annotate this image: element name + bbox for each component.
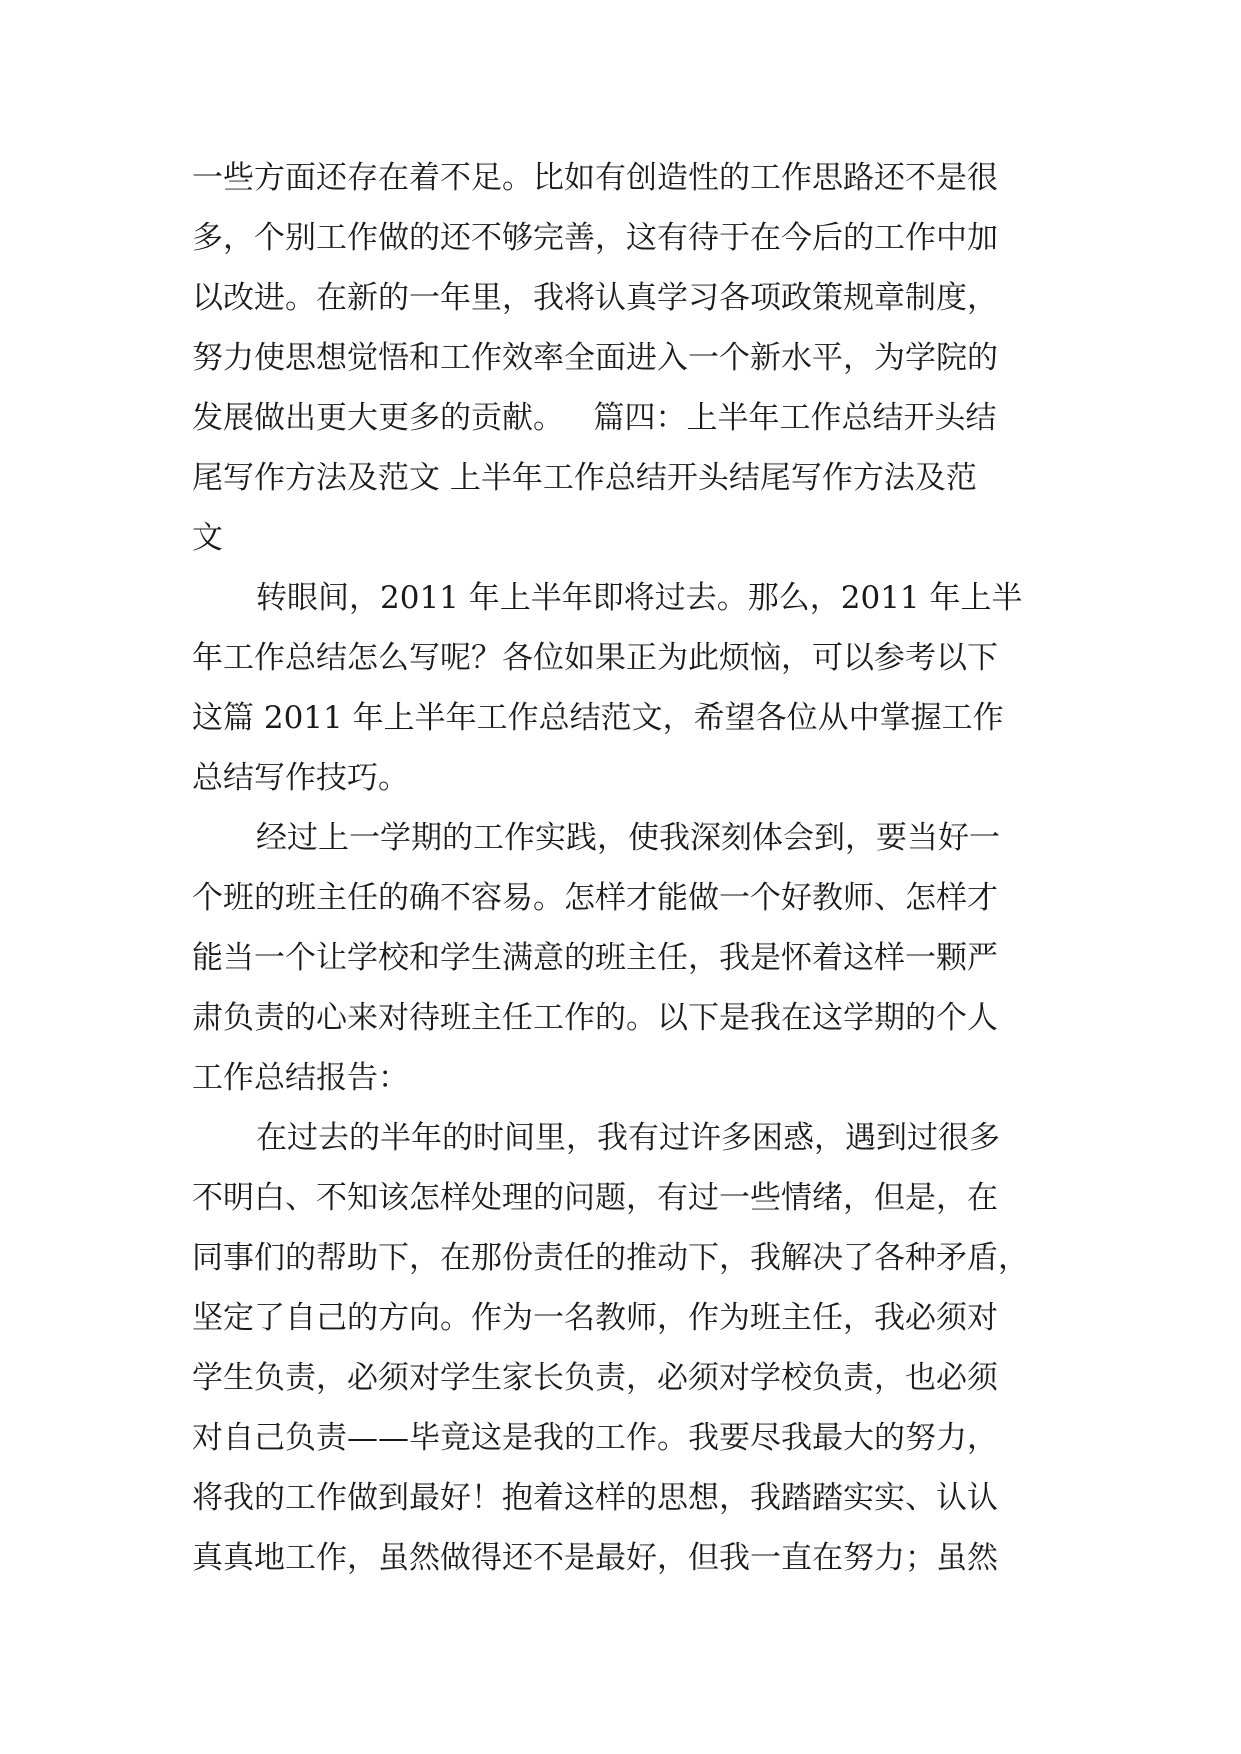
text-line: 同事们的帮助下，在那份责任的推动下，我解决了各种矛盾， [192, 1240, 1029, 1276]
text-line: 能当一个让学校和学生满意的班主任，我是怀着这样一颗严 [192, 940, 998, 976]
text-line: 尾写作方法及范文 上半年工作总结开头结尾写作方法及范 [192, 460, 977, 496]
text-line: 努力使思想觉悟和工作效率全面进入一个新水平，为学院的 [192, 340, 998, 376]
text-line: 在过去的半年的时间里，我有过许多困惑，遇到过很多 [256, 1120, 1000, 1156]
text-line: 对自己负责——毕竟这是我的工作。我要尽我最大的努力， [192, 1420, 998, 1456]
text-line: 年工作总结怎么写呢？各位如果正为此烦恼，可以参考以下 [192, 640, 998, 676]
text-line: 真真地工作，虽然做得还不是最好，但我一直在努力；虽然 [192, 1540, 998, 1576]
text-line: 学生负责，必须对学生家长负责，必须对学校负责，也必须 [192, 1360, 998, 1396]
text-line: 文 [192, 520, 223, 556]
text-line: 以改进。在新的一年里，我将认真学习各项政策规章制度， [192, 280, 998, 316]
text-line: 转眼间，2011 年上半年即将过去。那么，2011 年上半 [256, 580, 1023, 616]
text-line: 经过上一学期的工作实践，使我深刻体会到，要当好一 [256, 820, 1000, 856]
text-line: 坚定了自己的方向。作为一名教师，作为班主任，我必须对 [192, 1300, 998, 1336]
text-line: 个班的班主任的确不容易。怎样才能做一个好教师、怎样才 [192, 880, 998, 916]
text-line: 总结写作技巧。 [192, 760, 409, 796]
text-line: 多，个别工作做的还不够完善，这有待于在今后的工作中加 [192, 220, 998, 256]
text-line: 将我的工作做到最好！抱着这样的思想，我踏踏实实、认认 [192, 1480, 998, 1516]
text-line: 一些方面还存在着不足。比如有创造性的工作思路还不是很 [192, 160, 998, 196]
text-line: 这篇 2011 年上半年工作总结范文，希望各位从中掌握工作 [192, 700, 1004, 736]
text-line: 不明白、不知该怎样处理的问题，有过一些情绪，但是，在 [192, 1180, 998, 1216]
text-line: 肃负责的心来对待班主任工作的。以下是我在这学期的个人 [192, 1000, 998, 1036]
text-line: 发展做出更大更多的贡献。 篇四：上半年工作总结开头结 [192, 400, 997, 436]
text-line: 工作总结报告： [192, 1060, 409, 1096]
